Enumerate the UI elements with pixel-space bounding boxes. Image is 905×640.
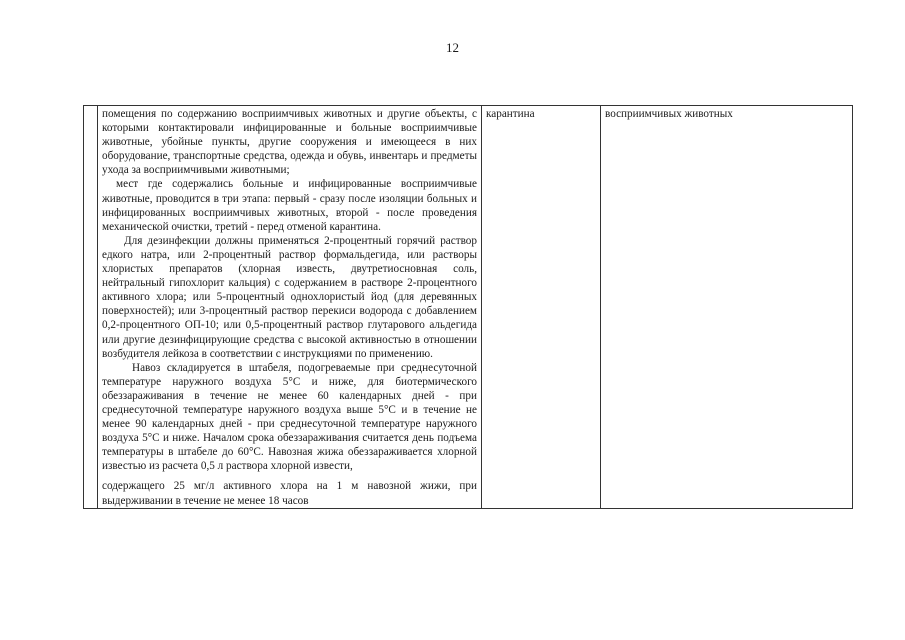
table-cell-measures: [98, 106, 482, 509]
document-table: [83, 105, 853, 509]
table-row: [84, 106, 853, 509]
paragraph-premises: помещения по содержанию восприимчивых животных и другие объекты, с которыми контактировали инфицированные и больные восприимчивые животные, убойные пункты, другие сооружения и имеющееся в них оборудование, транспортные средства, одежда и обувь, инвентарь и предметы ухода за восприимчивыми животными;: [102, 108, 477, 177]
paragraph-manure: Навоз складируется в штабеля, подогреваемые при среднесуточной температуре наружного воздуха 5°С и ниже, для биотермического обеззараживания в течение не менее 60 календарных дней - при среднесуточной температуре наружного воздуха выше 5°С и в течение не менее 90 календарных дней - при среднесуточной температуре наружного воздуха 5°С и ниже. Началом срока обеззараживания считается день подъема температуры в штабеле до 60°С. Навозная жижа обеззараживается хлорной известью из расчета 0,5 л раствора хлорной извести,: [102, 361, 477, 473]
table-cell-period: карантина: [482, 106, 601, 509]
table-cell-number: [84, 106, 98, 509]
page-number: 12: [446, 40, 459, 55]
paragraph-stages: мест где содержались больные и инфицированные восприимчивые животные, проводится в три этапа: первый - сразу после изоляции больных и инфицированных восприимчивых животных, второй - после проведения механической очистки, третий - перед отменой карантина.: [102, 178, 477, 233]
paragraph-disinfectants: Для дезинфекции должны применяться 2-процентный горячий раствор едкого натра, или 2-процентный раствор формальдегида, или растворы хлористых препаратов (хлорная известь, двутретиосновная соль, нейтральный гипохлорит кальция) с содержанием в растворе 2-процентного активного хлора; или 5-процентный однохлористый йод (для деревянных поверхностей); или 3-процентный раствор перекиси водорода с добавлением 0,2-процентного ОП-10; или 0,5-процентный раствор глутарового альдегида или другие дезинфицирующие средства с высокой активностью в отношении возбудителя лейкоза в соответствии с инструкциями по применению.: [102, 234, 477, 360]
paragraph-manure-continued: содержащего 25 мг/л активного хлора на 1 м навозной жижи, при выдерживании в течение не менее 18 часов: [102, 480, 477, 507]
table-cell-animals: восприимчивых животных: [601, 106, 853, 509]
